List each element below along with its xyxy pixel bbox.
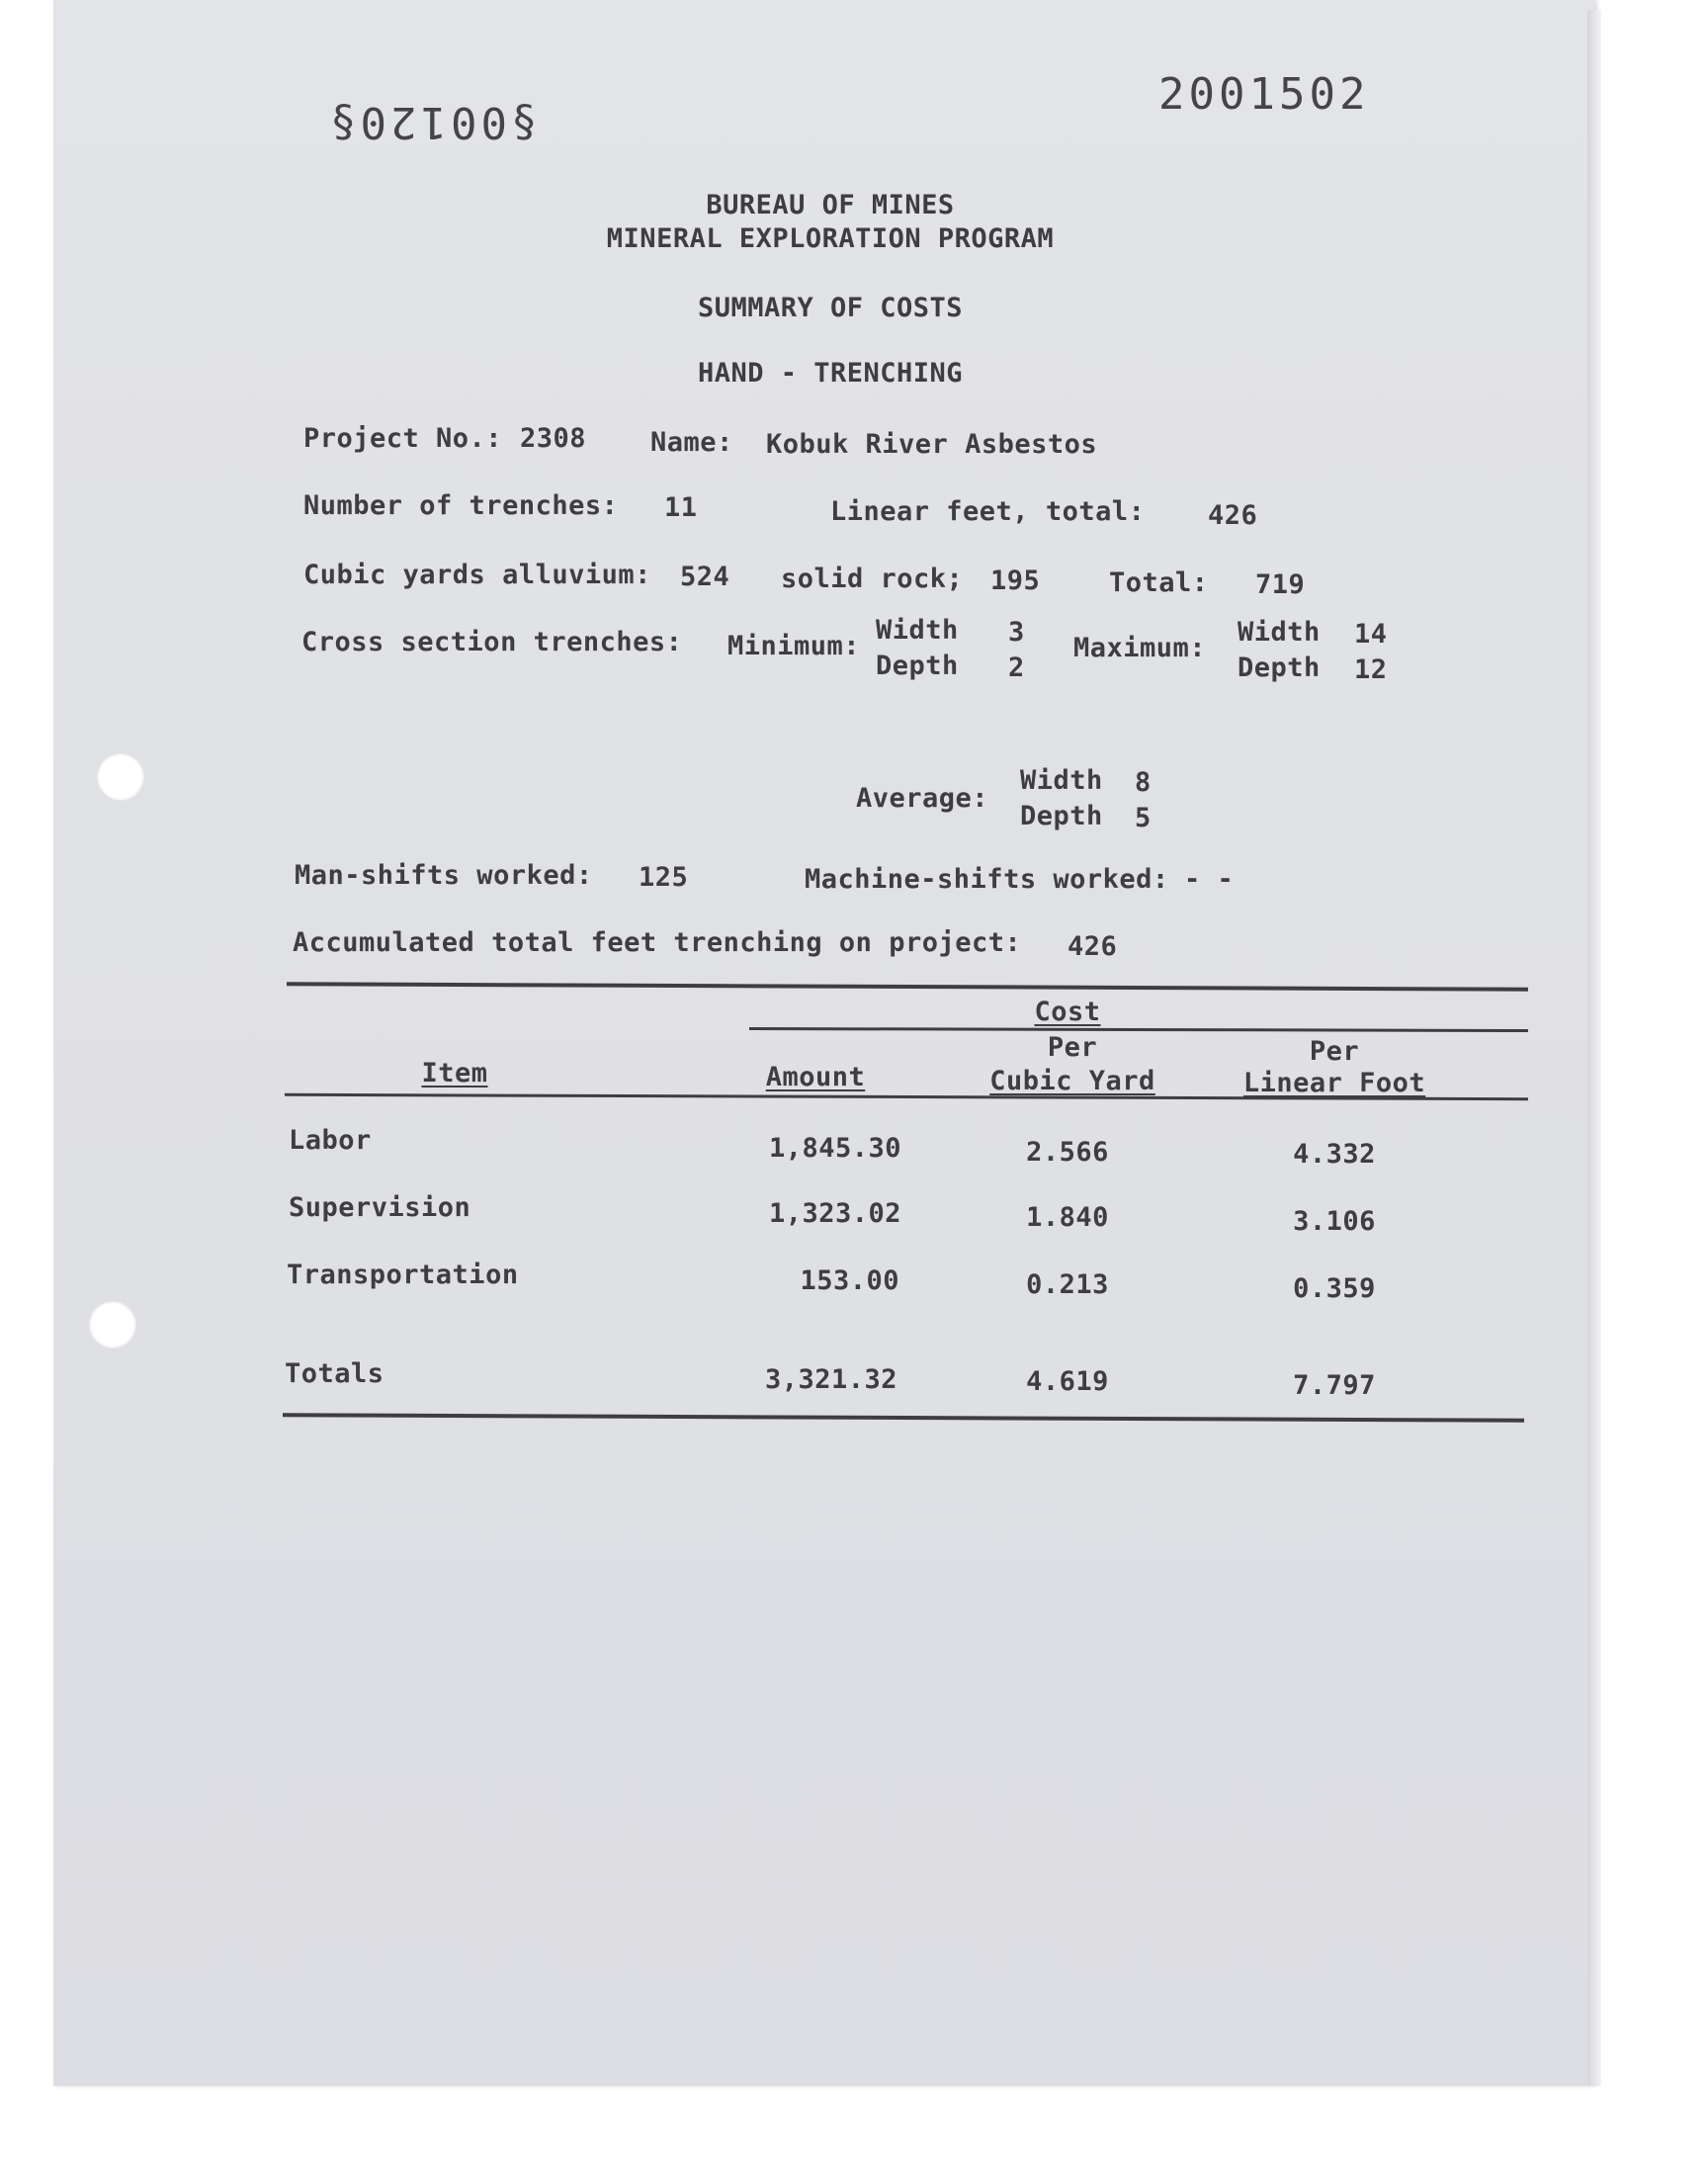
column-header-item: Item bbox=[421, 1058, 488, 1088]
maximum-label: Maximum: bbox=[1073, 633, 1207, 663]
alluvium-label: Cubic yards alluvium: bbox=[303, 560, 651, 590]
stamp-number-left: §00120§ bbox=[326, 97, 538, 147]
header-method: HAND - TRENCHING bbox=[697, 358, 964, 389]
minimum-depth: 2 bbox=[1008, 652, 1025, 683]
cross-section-label: Cross section trenches: bbox=[301, 627, 683, 657]
minimum-width-label: Width bbox=[876, 615, 959, 646]
minimum-width: 3 bbox=[1008, 617, 1025, 648]
maximum-width: 14 bbox=[1354, 619, 1388, 650]
linear-feet-total: 426 bbox=[1208, 500, 1258, 531]
row-per-linear-foot: 0.359 bbox=[1293, 1273, 1376, 1304]
trench-count-label: Number of trenches: bbox=[303, 490, 619, 521]
accumulated-label: Accumulated total feet trenching on project: bbox=[293, 927, 1022, 958]
project-number-label: Project No.: bbox=[303, 423, 503, 454]
row-per-cubic-yard: 1.840 bbox=[1026, 1202, 1109, 1233]
alluvium-volume: 524 bbox=[680, 562, 730, 592]
average-label: Average: bbox=[856, 783, 989, 814]
header-agency: BUREAU OF MINES bbox=[706, 190, 955, 220]
solid-rock-label: solid rock; bbox=[781, 564, 964, 594]
stamp-number-right: 2001502 bbox=[1158, 69, 1370, 120]
machine-shifts-label: Machine-shifts worked: bbox=[805, 864, 1169, 895]
row-per-linear-foot: 3.106 bbox=[1293, 1206, 1376, 1237]
man-shifts-label: Man-shifts worked: bbox=[295, 860, 593, 891]
minimum-depth-label: Depth bbox=[876, 651, 959, 681]
solid-rock-volume: 195 bbox=[990, 566, 1041, 596]
project-name: Kobuk River Asbestos bbox=[766, 429, 1098, 460]
machine-shifts-value: - - bbox=[1184, 864, 1235, 895]
column-header-amount: Amount bbox=[765, 1062, 866, 1092]
average-width-label: Width bbox=[1020, 765, 1103, 796]
punch-hole-bottom bbox=[89, 1301, 136, 1348]
row-item: Labor bbox=[289, 1125, 372, 1156]
project-name-label: Name: bbox=[650, 427, 733, 458]
average-depth: 5 bbox=[1135, 803, 1152, 833]
maximum-depth: 12 bbox=[1354, 654, 1388, 685]
total-volume: 719 bbox=[1255, 569, 1306, 600]
totals-amount: 3,321.32 bbox=[764, 1364, 897, 1395]
maximum-width-label: Width bbox=[1238, 617, 1321, 648]
total-volume-label: Total: bbox=[1109, 567, 1209, 598]
row-per-cubic-yard: 2.566 bbox=[1026, 1137, 1109, 1168]
row-amount: 1,845.30 bbox=[768, 1133, 901, 1164]
minimum-label: Minimum: bbox=[727, 631, 861, 661]
totals-per-cubic-yard: 4.619 bbox=[1026, 1366, 1109, 1397]
column-header-per-cy-bottom: Cubic Yard bbox=[989, 1066, 1155, 1096]
column-header-per-lf-bottom: Linear Foot bbox=[1242, 1068, 1426, 1098]
row-item: Supervision bbox=[289, 1192, 471, 1223]
row-amount: 1,323.02 bbox=[768, 1198, 901, 1229]
column-header-per-cy-top: Per bbox=[1047, 1032, 1098, 1063]
trench-count: 11 bbox=[664, 492, 698, 523]
column-header-per-lf-top: Per bbox=[1309, 1036, 1360, 1067]
row-per-linear-foot: 4.332 bbox=[1293, 1139, 1376, 1170]
accumulated-value: 426 bbox=[1068, 931, 1118, 962]
average-width: 8 bbox=[1135, 767, 1152, 798]
row-per-cubic-yard: 0.213 bbox=[1026, 1269, 1109, 1300]
row-item: Transportation bbox=[287, 1260, 519, 1290]
cost-group-header: Cost bbox=[1034, 997, 1101, 1027]
project-number: 2308 bbox=[520, 423, 587, 454]
average-depth-label: Depth bbox=[1020, 801, 1103, 831]
header-summary: SUMMARY OF COSTS bbox=[697, 293, 964, 323]
punch-hole-top bbox=[97, 753, 144, 801]
row-amount: 153.00 bbox=[800, 1265, 899, 1296]
totals-label: Totals bbox=[285, 1358, 384, 1389]
maximum-depth-label: Depth bbox=[1238, 652, 1321, 683]
header-program: MINERAL EXPLORATION PROGRAM bbox=[606, 223, 1055, 254]
man-shifts-value: 125 bbox=[639, 862, 689, 893]
linear-feet-label: Linear feet, total: bbox=[830, 496, 1146, 527]
page-edge bbox=[1587, 10, 1601, 2086]
totals-per-linear-foot: 7.797 bbox=[1293, 1370, 1376, 1401]
